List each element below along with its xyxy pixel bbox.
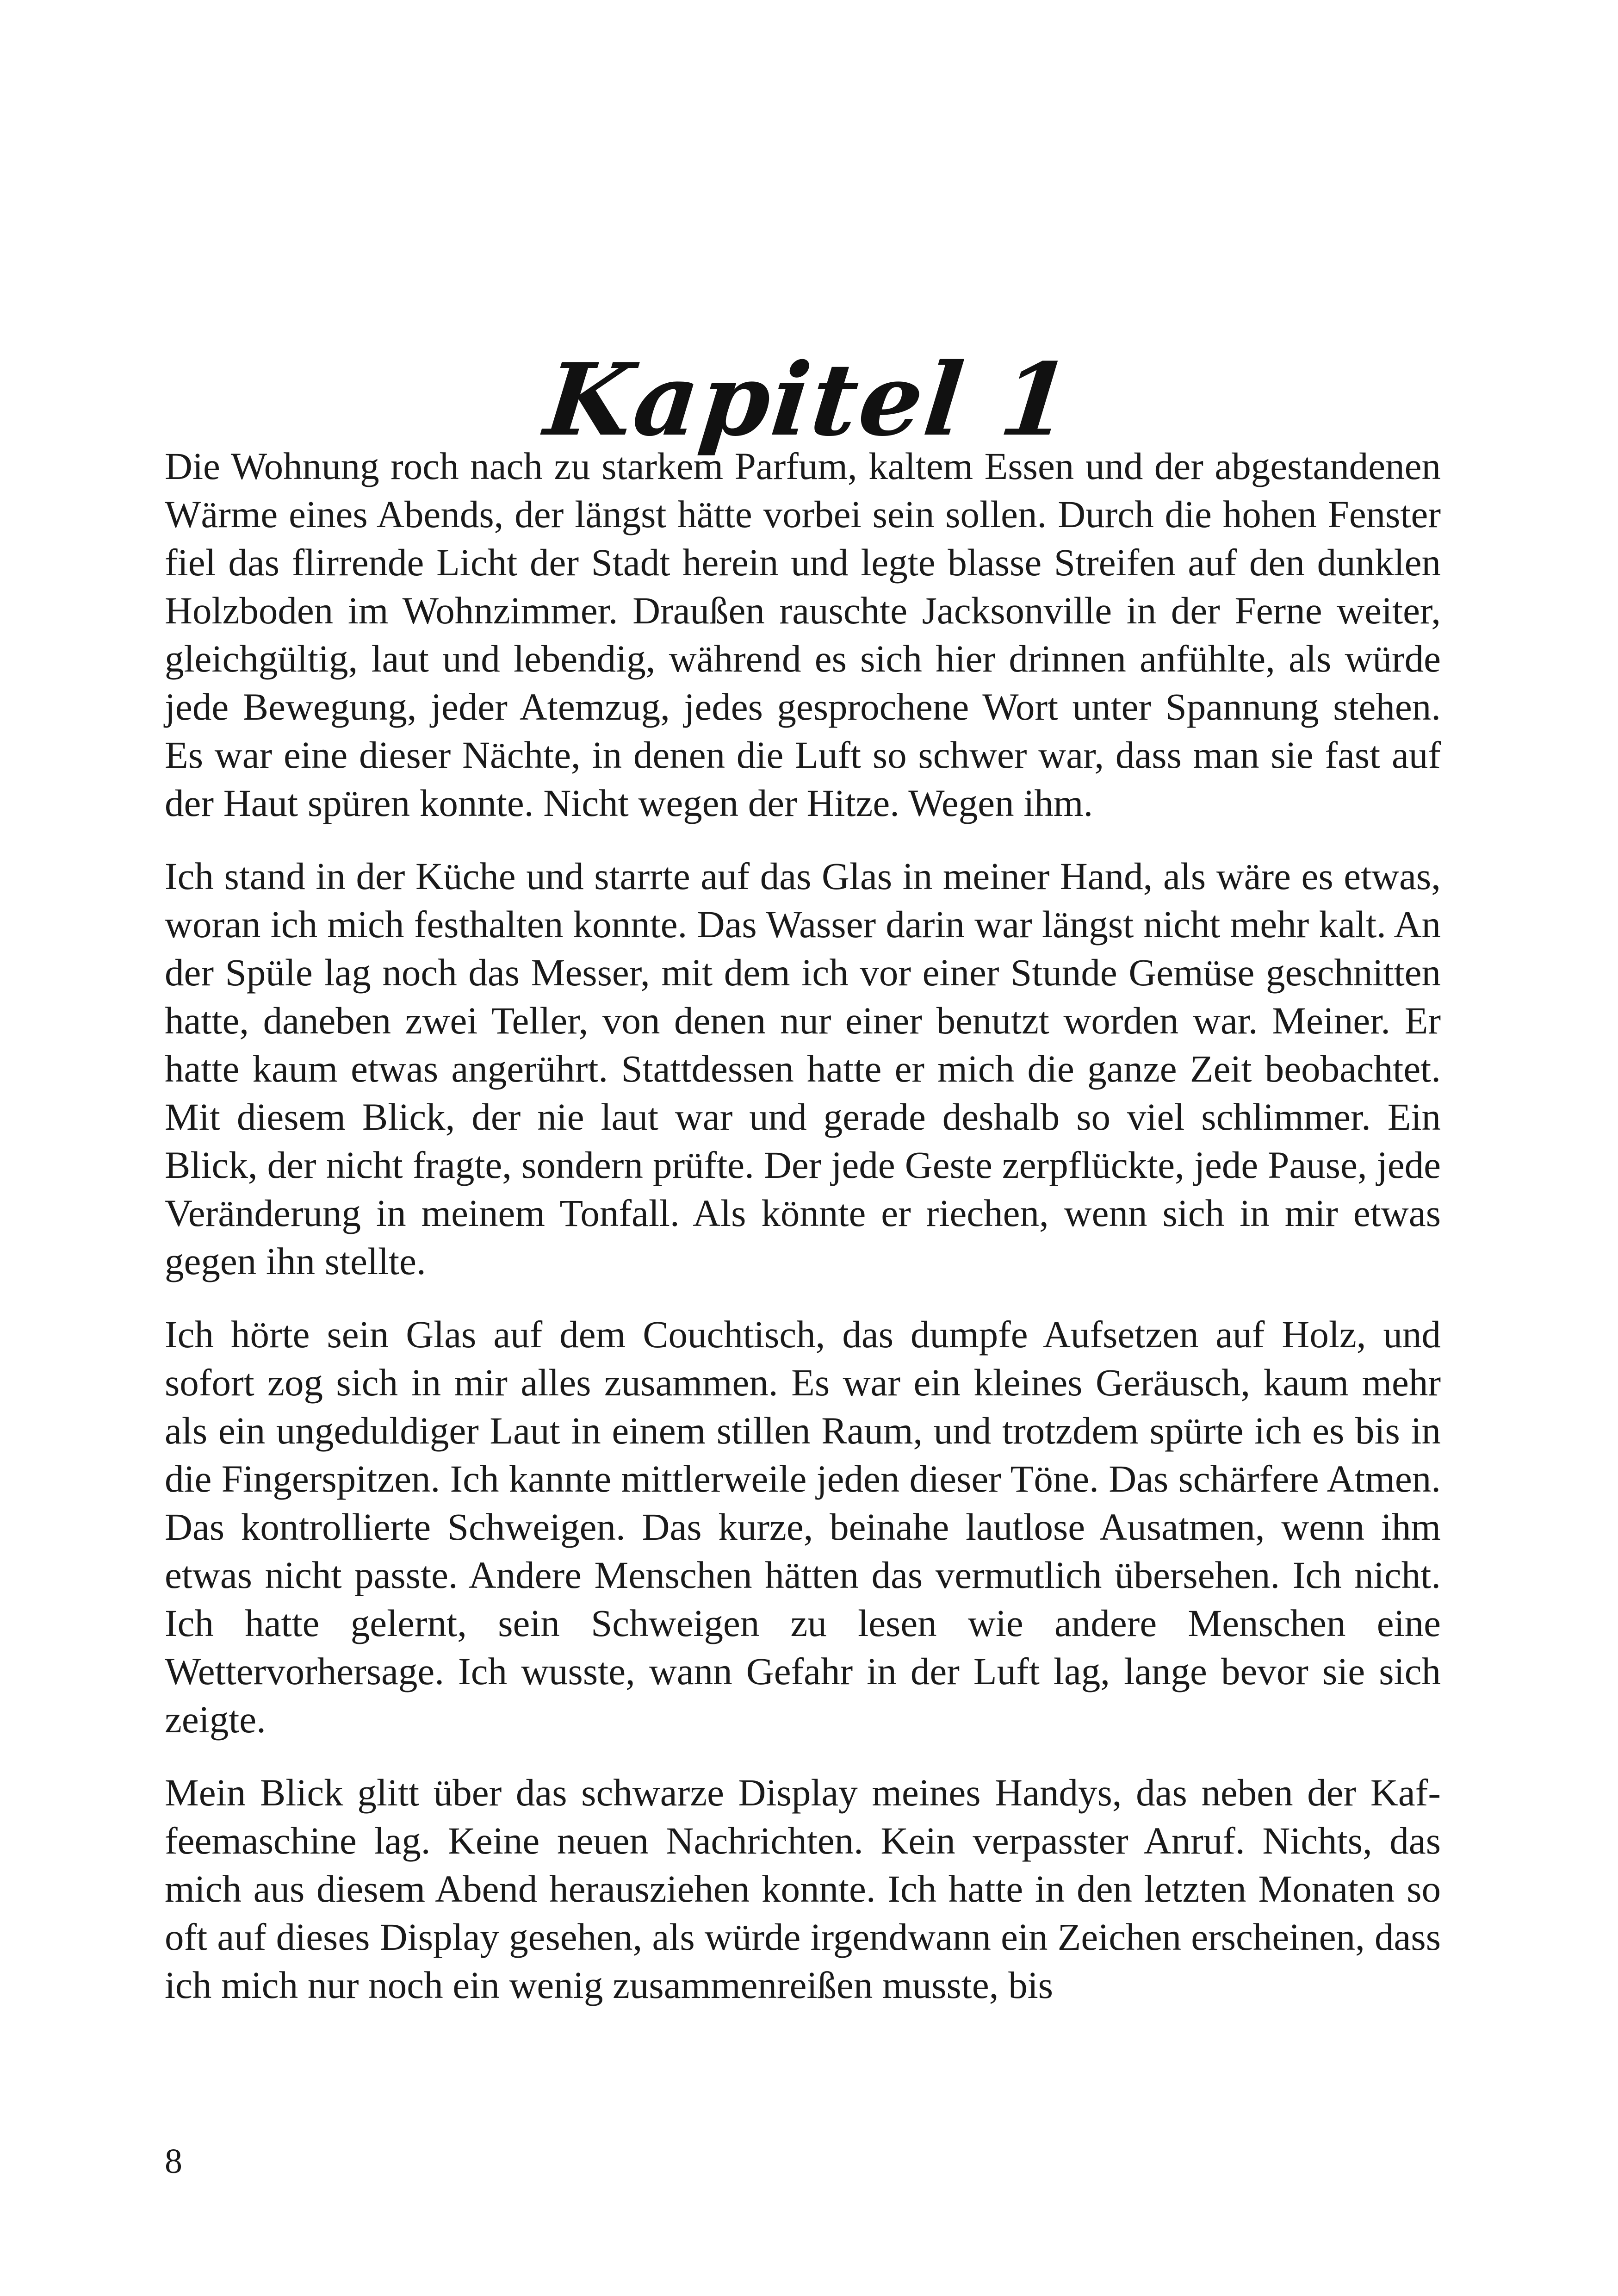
paragraph-4: Mein Blick glitt über das schwarze Display meines Handys, das neben der Kaffeemaschine lag. Keine neuen Nachrichten. Kein verpasster Anruf. Nichts, das mich aus diesem Abend herausziehen konnte. Ich hatte in den letzten Monaten so oft auf dieses Display gesehen, als würde irgendwann ein Zeichen erscheinen, dass ich mich nur noch ein wenig zusammenreißen musste, bis xyxy=(165,1771,1441,2006)
chapter-body xyxy=(165,442,1441,2009)
chapter-title: Kapitel 1 xyxy=(540,341,1079,459)
paragraph-2: Ich stand in der Küche und starrte auf das Glas in meiner Hand, als wäre es etwas, woran ich mich festhalten konnte. Das Wasser darin war längst nicht mehr kalt. An der Spüle lag noch das Messer, mit dem ich vor einer Stunde Gemüse geschnitten hatte, daneben zwei Teller, von denen nur einer benutzt worden war. Meiner. Er hatte kaum etwas angerührt. Stattdessen hatte er mich die ganze Zeit beobachtet. Mit diesem Blick, der nie laut war und gerade deshalb so viel schlimmer. Ein Blick, der nicht fragte, sondern prüfte. Der jede Geste zerpflückte, jede Pause, jede Veränderung in meinem Tonfall. Als könnte er riechen, wenn sich in mir etwas gegen ihn stellte. xyxy=(165,855,1441,1282)
paragraph-1: Die Wohnung roch nach zu starkem Parfum, kaltem Essen und der abgestandenen Wärme eines Abends, der längst hätte vorbei sein sollen. Durch die hohen Fenster fiel das flirrende Licht der Stadt herein und legte blasse Streifen auf den dunklen Holzboden im Wohnzimmer. Draußen rauschte Jacksonville in der Ferne weiter, gleichgültig, laut und lebendig, während es sich hier drinnen anfühlte, als würde jede Bewegung, jeder Atemzug, jedes gesprochene Wort unter Spannung stehen. Es war eine dieser Nächte, in denen die Luft so schwer war, dass man sie fast auf der Haut spüren konnte. Nicht wegen der Hitze. Wegen ihm. xyxy=(165,445,1441,824)
paragraph-3: Ich hörte sein Glas auf dem Couchtisch, das dumpfe Aufsetzen auf Holz, und sofort zog sich in mir alles zusammen. Es war ein kleines Geräusch, kaum mehr als ein ungeduldiger Laut in einem stillen Raum, und trotzdem spürte ich es bis in die Fingerspitzen. Ich kannte mittlerweile jeden dieser Töne. Das schärfere Atmen. Das kontrollierte Schweigen. Das kurze, beinahe lautlose Ausatmen, wenn ihm etwas nicht passte. Andere Menschen hätten das vermutlich übersehen. Ich nicht. Ich hatte gelernt, sein Schweigen zu lesen wie andere Menschen eine Wettervorhersage. Ich wusste, wann Gefahr in der Luft lag, lange bevor sie sich zeigte. xyxy=(165,1313,1441,1741)
page-number: 8 xyxy=(165,2142,182,2181)
